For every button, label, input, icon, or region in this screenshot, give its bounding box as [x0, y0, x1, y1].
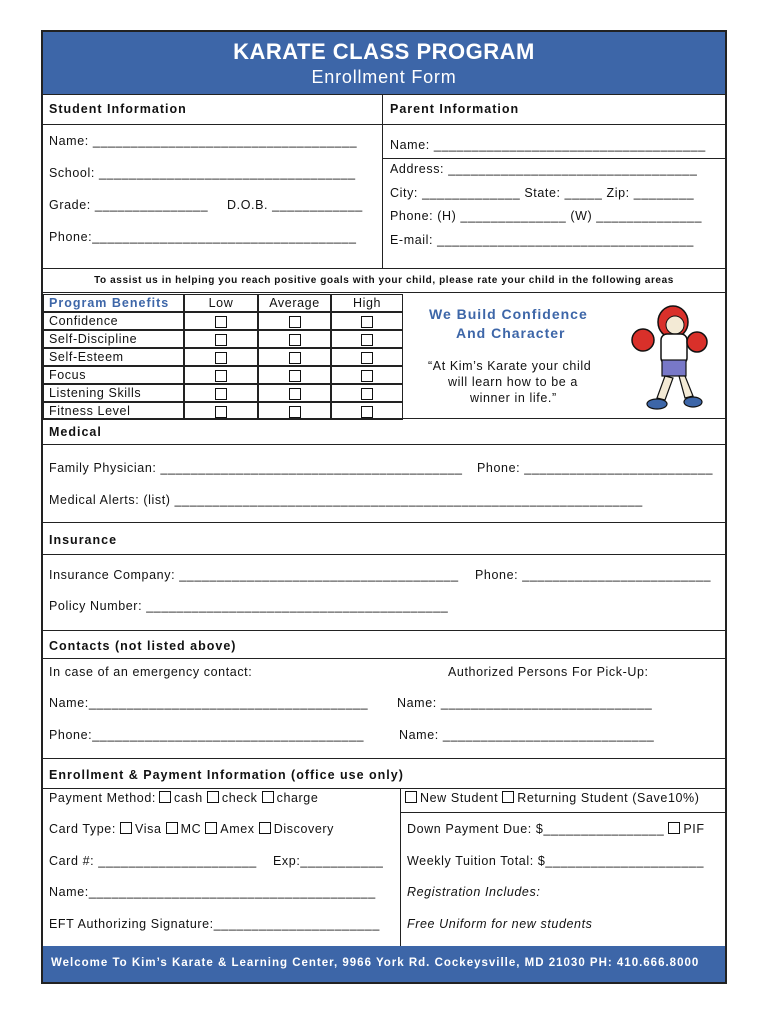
rating-row-label: Self-Discipline [49, 332, 138, 346]
divider [43, 94, 725, 95]
student-info-heading: Student Information [49, 102, 187, 116]
form-title: KARATE CLASS PROGRAM [233, 39, 535, 64]
insurance-company-field[interactable]: Insurance Company: _____________________________________ [49, 568, 459, 582]
divider [43, 444, 725, 445]
rating-checkbox[interactable] [215, 352, 227, 364]
amex-checkbox[interactable] [205, 822, 217, 834]
student-dob-field[interactable]: D.O.B. ____________ [227, 198, 363, 212]
discovery-label: Discovery [273, 822, 335, 836]
divider [43, 788, 725, 789]
student-type-row [405, 791, 700, 805]
footer-text: Welcome To Kim’s Karate & Learning Center, 9966 York Rd. Cockeysville, MD 21030 PH: 410.666.8000 [51, 957, 700, 969]
promo-quote-3: winner in life.” [470, 391, 557, 405]
parent-name-field[interactable]: Name: ____________________________________ [390, 138, 706, 152]
divider [43, 658, 725, 659]
pickup-label: Authorized Persons For Pick-Up: [448, 665, 649, 679]
parent-email-field[interactable]: E-mail: __________________________________ [390, 233, 694, 247]
charge-checkbox[interactable] [262, 791, 274, 803]
enrollment-form [41, 30, 727, 984]
mc-label: MC [180, 822, 202, 836]
rating-checkbox[interactable] [361, 406, 373, 418]
returning-student-label: Returning Student (Save10%) [517, 791, 700, 805]
divider [43, 124, 725, 125]
check-label: check [221, 791, 258, 805]
divider [43, 292, 725, 293]
rating-checkbox[interactable] [289, 334, 301, 346]
new-student-checkbox[interactable] [405, 791, 417, 803]
medical-alerts-field[interactable]: Medical Alerts: (list) ______________________________________________________________ [49, 493, 643, 507]
form-footer [43, 946, 725, 982]
student-grade-field[interactable]: Grade: _______________ [49, 198, 209, 212]
new-student-label: New Student [420, 791, 499, 805]
cash-checkbox[interactable] [159, 791, 171, 803]
program-benefits-heading: Program Benefits [49, 296, 170, 310]
medical-heading: Medical [49, 425, 102, 439]
rating-checkbox[interactable] [289, 406, 301, 418]
student-phone-field[interactable]: Phone:___________________________________ [49, 230, 357, 244]
rating-checkbox[interactable] [289, 352, 301, 364]
pickup-name-field[interactable]: Name: ____________________________ [397, 696, 653, 710]
promo-line-1: We Build Confidence [429, 306, 588, 322]
cash-label: cash [173, 791, 203, 805]
rating-checkbox[interactable] [215, 370, 227, 382]
insurance-phone-field[interactable]: Phone: _________________________ [475, 568, 712, 582]
card-type-label: Card Type: [49, 822, 116, 836]
eft-signature-field[interactable]: EFT Authorizing Signature:______________________ [49, 917, 380, 931]
emergency-name-field[interactable]: Name:_____________________________________ [49, 696, 369, 710]
rating-row-label: Listening Skills [49, 386, 142, 400]
promo-quote-2: will learn how to be a [448, 375, 578, 389]
returning-student-checkbox[interactable] [502, 791, 514, 803]
rating-checkbox[interactable] [215, 316, 227, 328]
amex-label: Amex [220, 822, 255, 836]
rating-checkbox[interactable] [215, 406, 227, 418]
physician-field[interactable]: Family Physician: ________________________________________ [49, 461, 463, 475]
insurance-heading: Insurance [49, 533, 118, 547]
pif-label: PIF [683, 822, 705, 836]
divider [43, 758, 725, 759]
rating-column-high: High [352, 296, 382, 310]
enrollment-name-field[interactable]: Name:______________________________________ [49, 885, 376, 899]
rating-row-label: Self-Esteem [49, 350, 124, 364]
divider [43, 418, 725, 419]
card-exp-field[interactable]: Exp:___________ [273, 854, 384, 868]
emergency-contact-label: In case of an emergency contact: [49, 665, 253, 679]
parent-phone-field[interactable]: Phone: (H) ______________ (W) ______________ [390, 209, 703, 223]
student-school-field[interactable]: School: __________________________________ [49, 166, 356, 180]
divider [43, 268, 725, 269]
form-header [43, 32, 725, 94]
form-subtitle: Enrollment Form [311, 67, 457, 87]
card-number-field[interactable]: Card #: _____________________ [49, 854, 257, 868]
check-checkbox[interactable] [207, 791, 219, 803]
registration-includes-label: Registration Includes: [407, 885, 541, 899]
parent-address-field[interactable]: Address: _________________________________ [390, 162, 698, 176]
visa-checkbox[interactable] [120, 822, 132, 834]
physician-phone-field[interactable]: Phone: _________________________ [477, 461, 714, 475]
rating-checkbox[interactable] [289, 316, 301, 328]
emergency-phone-field[interactable]: Phone:____________________________________ [49, 728, 365, 742]
card-type-row [49, 822, 334, 836]
policy-number-field[interactable]: Policy Number: ________________________________________ [49, 599, 449, 613]
contacts-heading: Contacts (not listed above) [49, 639, 237, 653]
rating-row-label: Focus [49, 368, 87, 382]
rating-checkbox[interactable] [361, 334, 373, 346]
payment-method-row [49, 791, 318, 805]
rating-checkbox[interactable] [289, 370, 301, 382]
visa-label: Visa [135, 822, 162, 836]
charge-label: charge [276, 791, 319, 805]
down-payment-field[interactable]: Down Payment Due: $________________ [407, 822, 665, 836]
rating-intro: To assist us in helping you reach positive goals with your child, please rate your child in the following areas [94, 275, 674, 286]
rating-row-label: Fitness Level [49, 404, 131, 418]
free-uniform-note: Free Uniform for new students [407, 917, 593, 931]
rating-checkbox[interactable] [361, 370, 373, 382]
column-divider [382, 94, 383, 268]
pickup-name-field-2[interactable]: Name: ____________________________ [399, 728, 655, 742]
rating-checkbox[interactable] [215, 334, 227, 346]
mc-checkbox[interactable] [166, 822, 178, 834]
karate-boxer-illustration [631, 300, 711, 412]
discovery-checkbox[interactable] [259, 822, 271, 834]
enrollment-heading: Enrollment & Payment Information (office use only) [49, 768, 404, 782]
promo-line-2: And Character [456, 325, 566, 341]
divider [382, 158, 725, 159]
payment-method-label: Payment Method: [49, 791, 156, 805]
parent-city-field[interactable]: City: _____________ State: _____ Zip: ________ [390, 186, 695, 200]
pif-checkbox[interactable] [668, 822, 680, 834]
rating-checkbox[interactable] [215, 388, 227, 400]
promo-quote-1: “At Kim’s Karate your child [428, 359, 592, 373]
divider [400, 812, 725, 813]
rating-column-average: Average [269, 296, 320, 310]
rating-checkbox[interactable] [361, 316, 373, 328]
weekly-tuition-field[interactable]: Weekly Tuition Total: $_____________________ [407, 854, 704, 868]
divider [43, 522, 725, 523]
down-payment-row [407, 822, 705, 836]
rating-checkbox[interactable] [289, 388, 301, 400]
divider [43, 630, 725, 631]
parent-info-heading: Parent Information [390, 102, 520, 116]
rating-checkbox[interactable] [361, 352, 373, 364]
divider [43, 554, 725, 555]
student-name-field[interactable]: Name: ___________________________________ [49, 134, 358, 148]
rating-row-label: Confidence [49, 314, 119, 328]
rating-checkbox[interactable] [361, 388, 373, 400]
rating-column-low: Low [208, 296, 234, 310]
